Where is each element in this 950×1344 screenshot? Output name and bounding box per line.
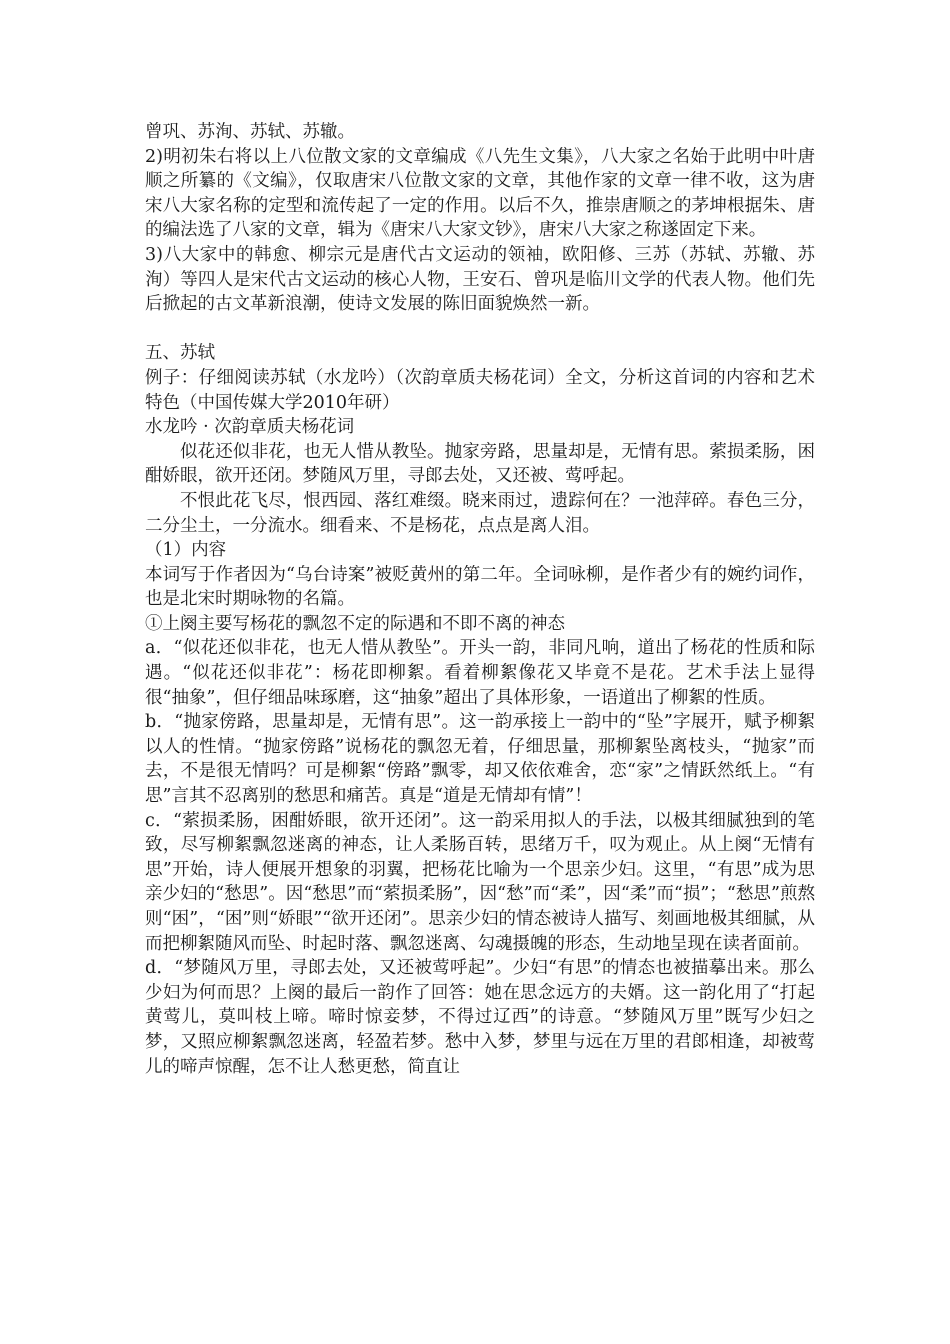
paragraph-point-2: 2)明初朱右将以上八位散文家的文章编成《八先生文集》，八大家之名始于此明中叶唐顺之所纂的《文编》，仅取唐宋八位散文家的文章，其他作家的文章一律不收，这为唐宋八大家名称的定型和流传起了一定的作用。以后不久，推崇唐顺之的茅坤根据朱、唐的编法选了八家的文章，辑为《唐宋八大家文钞》，唐宋八大家之称遂固定下来。 (145, 146, 815, 241)
point-upper-stanza: ①上阕主要写杨花的飘忽不定的际遇和不即不离的神态 (145, 613, 565, 634)
paragraph-eight-masters-list-end: 曾巩、苏洵、苏轼、苏辙。 (145, 122, 355, 142)
example-question: 例子：仔细阅读苏轼（水龙吟）（次韵章质夫杨花词）全文，分析这首词的内容和艺术特色（中国传媒大学2010年研） (145, 367, 815, 413)
poem-stanza-2: 不恨此花飞尽，恨西园、落红难缀。晓来雨过，遗踪何在？一池萍碎。春色三分，二分尘土，一分流水。细看来、不是杨花，点点是离人泪。 (145, 490, 815, 536)
analysis-b: b．“抛家傍路，思量却是，无情有思”。这一韵承接上一韵中的“坠”字展开，赋予柳絮以人的性情。“抛家傍路”说杨花的飘忽无着，仔细思量，那柳絮坠离枝头，“抛家”而去，不是很无情吗？可是柳絮“傍路”飘零，却又依依难舍，恋“家”之情跃然纸上。“有思”言其不忍离别的愁思和痛苦。真是“道是无情却有情”！ (145, 712, 815, 807)
section-heading-su-shi: 五、苏轼 (145, 343, 215, 364)
paragraph-point-3: 3)八大家中的韩愈、柳宗元是唐代古文运动的领袖，欧阳修、三苏（苏轼、苏辙、苏洵）等四人是宋代古文运动的核心人物，王安石、曾巩是临川文学的代表人物。他们先后掀起的古文革新浪潮，使诗文发展的陈旧面貌焕然一新。 (145, 244, 815, 315)
blank-line (145, 317, 815, 342)
subheading-content: （1）内容 (145, 540, 227, 561)
paragraph-background: 本词写于作者因为“乌台诗案”被贬黄州的第二年。全词咏柳，是作者少有的婉约词作，也是北宋时期咏物的名篇。 (145, 564, 815, 610)
document-page (145, 120, 815, 1079)
poem-title: 水龙吟 · 次韵章质夫杨花词 (145, 417, 355, 438)
poem-stanza-1: 似花还似非花，也无人惜从教坠。抛家旁路，思量却是，无情有思。萦损柔肠，困酣娇眼，欲开还闭。梦随风万里，寻郎去处，又还被、莺呼起。 (145, 441, 815, 487)
analysis-c: c．“萦损柔肠，困酣娇眼，欲开还闭”。这一韵采用拟人的手法，以极其细腻独到的笔致，尽写柳絮飘忽迷离的神态，让人柔肠百转，思绪万千，叹为观止。从上阕“无情有思”开始，诗人便展开想象的羽翼，把杨花比喻为一个思亲少妇。这里，“有思”成为思亲少妇的“愁思”。因“愁思”而“萦损柔肠”，因“愁”而“柔”，因“柔”而“损”；“愁思”煎熬则“困”，“困”则“娇眼”“欲开还闭”。思亲少妇的情态被诗人描写、刻画地极其细腻，从而把柳絮随风而坠、时起时落、飘忽迷离、勾魂摄魄的形态，生动地呈现在读者面前。 (145, 810, 815, 954)
analysis-a: a．“似花还似非花，也无人惜从教坠”。开头一韵，非同凡响，道出了杨花的性质和际遇。“似花还似非花”：杨花即柳絮。看着柳絮像花又毕竟不是花。艺术手法上显得很“抽象”，但仔细品味琢磨，这“抽象”超出了具体形象，一语道出了柳絮的性质。 (145, 638, 815, 708)
analysis-d: d．“梦随风万里，寻郎去处，又还被莺呼起”。少妇“有思”的情态也被描摹出来。那么少妇为何而思？上阕的最后一韵作了回答：她在思念远方的夫婿。这一韵化用了“打起黄莺儿，莫叫枝上啼。啼时惊妾梦，不得过辽西”的诗意。“梦随风万里”既写少妇之梦，又照应柳絮飘忽迷离，轻盈若梦。愁中入梦，梦里与远在万里的君郎相逢，却被莺儿的啼声惊醒，怎不让人愁更愁，简直让 (145, 958, 815, 1077)
